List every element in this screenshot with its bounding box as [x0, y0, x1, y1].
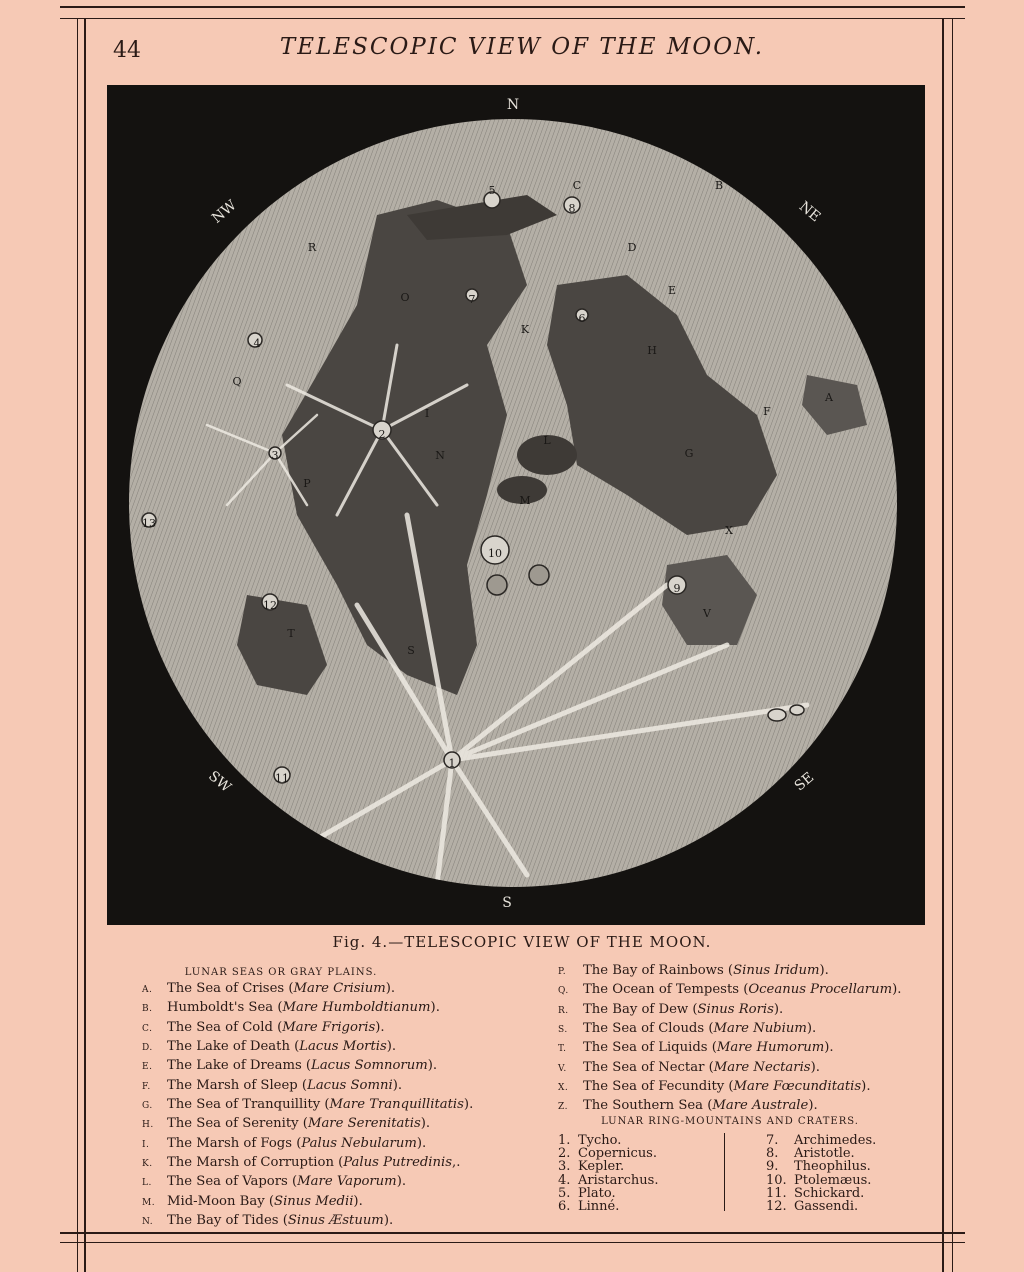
sea-name: The Marsh of Fogs ( — [167, 1135, 302, 1151]
sea-key: G. — [142, 1101, 153, 1112]
page-title: TELESCOPIC VIEW OF THE MOON. — [279, 34, 765, 60]
sea-name-end: ). — [463, 1097, 474, 1113]
sea-entry — [142, 1173, 473, 1192]
sea-name: The Bay of Dew ( — [583, 1001, 698, 1017]
sea-entry — [558, 962, 901, 981]
seas-heading: LUNAR SEAS OR GRAY PLAINS. — [184, 967, 378, 978]
sea-name-end: ). — [392, 1077, 403, 1093]
crater-name: Gassendi. — [794, 1199, 859, 1215]
sea-latin-name: Lacus Somni — [307, 1077, 393, 1093]
crater-number: 10. — [766, 1172, 787, 1188]
sea-latin-name: Mare Australe — [712, 1098, 809, 1114]
sea-name: The Ocean of Tempests ( — [583, 982, 749, 998]
sea-name: Humboldt's Sea ( — [167, 1000, 283, 1016]
map-marker-h: H — [647, 344, 657, 357]
map-marker-11: 11 — [275, 772, 289, 785]
crater-number: 1. — [558, 1133, 571, 1148]
sea-entry — [142, 1019, 473, 1038]
sea-key: N. — [142, 1217, 154, 1228]
crater-number: 9. — [766, 1159, 779, 1175]
craters-list-left — [558, 1134, 658, 1213]
crater-number: 12. — [766, 1199, 787, 1215]
page-number: 44 — [113, 38, 141, 63]
sea-entry — [142, 1038, 473, 1057]
sea-latin-name: Lacus Mortis — [299, 1039, 387, 1055]
crater-number: 8. — [766, 1146, 779, 1162]
sea-name: The Sea of Liquids ( — [583, 1040, 717, 1056]
crater-name: Ptolemæus. — [794, 1172, 872, 1188]
sea-latin-name: Mare Humboldtianum — [282, 1000, 431, 1016]
sea-key: L. — [142, 1178, 152, 1189]
crater-number: 6. — [558, 1199, 571, 1215]
map-marker-d: D — [627, 241, 637, 254]
sea-latin-name: Oceanus Procellarum — [748, 982, 893, 998]
crater-name: Tycho. — [578, 1133, 622, 1148]
crater-name: Archimedes. — [794, 1133, 877, 1148]
sea-latin-name: Mare Nubium — [713, 1021, 807, 1037]
map-marker-n: N — [435, 449, 445, 462]
sea-latin-name: Sinus Iridum — [733, 963, 820, 978]
sea-key: P. — [558, 967, 567, 977]
map-marker-c: C — [572, 179, 582, 192]
sea-name: The Sea of Clouds ( — [583, 1021, 714, 1037]
map-marker-8: 8 — [568, 202, 576, 215]
sea-latin-name: Mare Frigoris — [282, 1019, 376, 1035]
sea-key: E. — [142, 1062, 153, 1073]
sea-name: The Lake of Dreams ( — [167, 1058, 312, 1074]
sea-name-end: ). — [383, 1213, 394, 1229]
map-marker-a: A — [825, 391, 833, 404]
crater-name: Copernicus. — [578, 1146, 657, 1162]
top-border — [60, 6, 965, 8]
sea-key: T. — [558, 1044, 567, 1055]
sea-latin-name: Sinus Æstuum — [287, 1213, 384, 1229]
sea-name: The Sea of Vapors ( — [167, 1174, 298, 1190]
sea-name: The Lake of Death ( — [167, 1039, 300, 1055]
sea-latin-name: Mare Nectaris — [713, 1059, 811, 1075]
crater-entry — [558, 1200, 658, 1213]
sea-key: R. — [558, 1005, 569, 1016]
moon-map-plate — [107, 85, 925, 925]
crater-name: Plato. — [578, 1185, 616, 1201]
sea-latin-name: Mare Crisium — [293, 981, 386, 996]
sea-name: The Marsh of Sleep ( — [167, 1077, 308, 1093]
sea-name: Mid-Moon Bay ( — [167, 1193, 275, 1209]
sea-name-end: ). — [861, 1079, 871, 1095]
crater-number: 4. — [558, 1172, 571, 1188]
sea-key: I. — [142, 1139, 150, 1150]
map-marker-v: V — [703, 607, 711, 620]
sea-name-end: ). — [892, 982, 902, 998]
map-marker-4: 4 — [253, 337, 261, 350]
sea-key: A. — [142, 985, 153, 995]
map-marker-x: X — [725, 524, 733, 537]
sea-entry — [142, 1096, 473, 1115]
sea-key: Z. — [558, 1102, 568, 1113]
map-marker-12: 12 — [263, 599, 277, 612]
crater-number: 7. — [766, 1133, 779, 1148]
sea-entry — [558, 981, 901, 1000]
sea-latin-name: Mare Humorum — [716, 1040, 825, 1056]
bottom-rule — [60, 1232, 965, 1234]
sea-name: The Bay of Rainbows ( — [583, 963, 734, 978]
top-rule — [60, 18, 965, 19]
sea-entry — [558, 1097, 901, 1116]
map-marker-3: 3 — [271, 449, 279, 462]
crater-column-divider — [724, 1133, 725, 1211]
map-marker-5: 5 — [488, 184, 496, 197]
sea-name-end: ). — [385, 981, 396, 996]
sea-name-end: ,. — [452, 1155, 461, 1171]
map-marker-9: 9 — [673, 582, 681, 595]
sea-key: S. — [558, 1025, 568, 1036]
craters-list-right — [766, 1134, 876, 1213]
map-marker-2: 2 — [378, 428, 386, 441]
map-marker-10: 10 — [488, 547, 502, 560]
sea-entry — [142, 980, 473, 999]
sea-name-end: ). — [427, 1058, 438, 1074]
sea-name-end: ). — [420, 1116, 431, 1132]
map-marker-1: 1 — [448, 757, 456, 770]
crater-number: 2. — [558, 1146, 571, 1162]
sea-entry — [558, 1001, 901, 1020]
sea-entry — [142, 1154, 473, 1173]
map-marker-q: Q — [232, 375, 242, 388]
crater-number: 5. — [558, 1185, 571, 1201]
compass-s-label: S — [502, 895, 512, 911]
left-border-outer — [77, 18, 78, 1272]
sea-key: H. — [142, 1120, 154, 1131]
map-marker-m: M — [519, 494, 531, 507]
sea-name-end: ). — [375, 1019, 385, 1035]
compass-nw-label: NW — [209, 197, 240, 227]
map-marker-s: S — [407, 644, 415, 657]
sea-name-end: ). — [386, 1039, 397, 1055]
sea-name: The Sea of Fecundity ( — [583, 1079, 734, 1095]
map-marker-6: 6 — [578, 312, 586, 325]
compass-ne-label: NE — [795, 198, 824, 226]
map-marker-7: 7 — [468, 293, 476, 306]
sea-key: V. — [558, 1063, 567, 1074]
crater-entry — [766, 1200, 876, 1213]
map-marker-f: F — [763, 405, 771, 418]
sea-entry — [142, 1135, 473, 1154]
compass-n-label: N — [506, 97, 520, 113]
sea-latin-name: Mare Tranquillitatis — [329, 1097, 464, 1113]
sea-latin-name: Mare Serenitatis — [307, 1116, 421, 1132]
sea-key: X. — [558, 1083, 569, 1094]
sea-entry — [142, 1193, 473, 1212]
map-marker-t: T — [287, 627, 295, 640]
sea-name-end: ). — [819, 963, 829, 978]
sea-entry — [142, 1057, 473, 1076]
sea-key: F. — [142, 1081, 151, 1092]
compass-sw-label: SW — [205, 768, 234, 796]
sea-name: The Bay of Tides ( — [167, 1213, 288, 1229]
seas-list-left — [142, 980, 473, 1231]
sea-name: The Sea of Crises ( — [167, 981, 294, 996]
sea-key: B. — [142, 1004, 153, 1015]
crater-name: Theophilus. — [794, 1159, 871, 1175]
map-marker-r: R — [307, 241, 317, 254]
map-marker-l: L — [543, 434, 551, 447]
crater-name: Linné. — [578, 1199, 620, 1215]
crater-number: 11. — [766, 1185, 787, 1201]
sea-key: C. — [142, 1023, 153, 1034]
sea-name-end: ). — [430, 1000, 440, 1016]
map-marker-i: I — [424, 407, 430, 420]
map-marker-g: G — [684, 447, 694, 460]
map-marker-13: 13 — [142, 517, 156, 530]
sea-entry — [142, 1212, 473, 1231]
crater-name: Schickard. — [794, 1185, 865, 1201]
sea-key: D. — [142, 1043, 153, 1054]
sea-name-end: ). — [396, 1174, 407, 1190]
crater-name: Kepler. — [578, 1159, 625, 1175]
crater-number: 3. — [558, 1159, 571, 1175]
seas-list-right — [558, 962, 901, 1117]
compass-se-label: SE — [791, 769, 818, 795]
sea-latin-name: Sinus Medii — [274, 1193, 354, 1209]
sea-key: K. — [142, 1159, 153, 1170]
sea-latin-name: Mare Vaporum — [297, 1174, 397, 1190]
sea-name-end: ). — [773, 1001, 784, 1017]
sea-key: Q. — [558, 986, 569, 997]
sea-latin-name: Palus Putredinis — [343, 1155, 453, 1171]
sea-name-end: ). — [810, 1059, 820, 1075]
sea-entry — [142, 1077, 473, 1096]
craters-heading: LUNAR RING-MOUNTAINS AND CRATERS. — [601, 1116, 859, 1127]
sea-name-end: ). — [824, 1040, 834, 1056]
sea-latin-name: Mare Fœcunditatis — [733, 1079, 862, 1095]
sea-name-end: ). — [416, 1135, 427, 1151]
sea-name: The Sea of Tranquillity ( — [167, 1097, 330, 1113]
crater-name: Aristotle. — [794, 1146, 855, 1162]
sea-name: The Marsh of Corruption ( — [167, 1155, 344, 1171]
map-marker-b: B — [714, 179, 724, 192]
moon-map — [107, 85, 925, 925]
right-border-inner — [942, 18, 944, 1272]
left-border-inner — [84, 18, 86, 1272]
sea-entry — [558, 1039, 901, 1058]
map-marker-p: P — [303, 477, 311, 490]
sea-latin-name: Sinus Roris — [697, 1001, 774, 1017]
sea-name: The Sea of Nectar ( — [583, 1059, 714, 1075]
sea-latin-name: Lacus Somnorum — [311, 1058, 428, 1074]
crater-name: Aristarchus. — [578, 1172, 659, 1188]
sea-latin-name: Palus Nebularum — [301, 1135, 417, 1151]
sea-entry — [558, 1078, 901, 1097]
sea-key: M. — [142, 1197, 156, 1208]
figure-caption: Fig. 4.—TELESCOPIC VIEW OF THE MOON. — [332, 933, 712, 951]
sea-entry — [558, 1059, 901, 1078]
sea-name: The Sea of Serenity ( — [167, 1116, 308, 1132]
sea-entry — [142, 1115, 473, 1134]
bottom-border — [60, 1242, 965, 1243]
sea-name: The Sea of Cold ( — [167, 1019, 283, 1035]
map-marker-e: E — [667, 284, 677, 297]
sea-entry — [558, 1020, 901, 1039]
right-border-outer — [952, 18, 953, 1272]
sea-name-end: ). — [806, 1021, 817, 1037]
sea-name-end: ). — [353, 1193, 363, 1209]
sea-name: The Southern Sea ( — [583, 1098, 713, 1114]
sea-entry — [142, 999, 473, 1018]
map-marker-k: K — [520, 323, 530, 336]
sea-name-end: ). — [808, 1098, 818, 1114]
map-marker-o: O — [400, 291, 410, 304]
